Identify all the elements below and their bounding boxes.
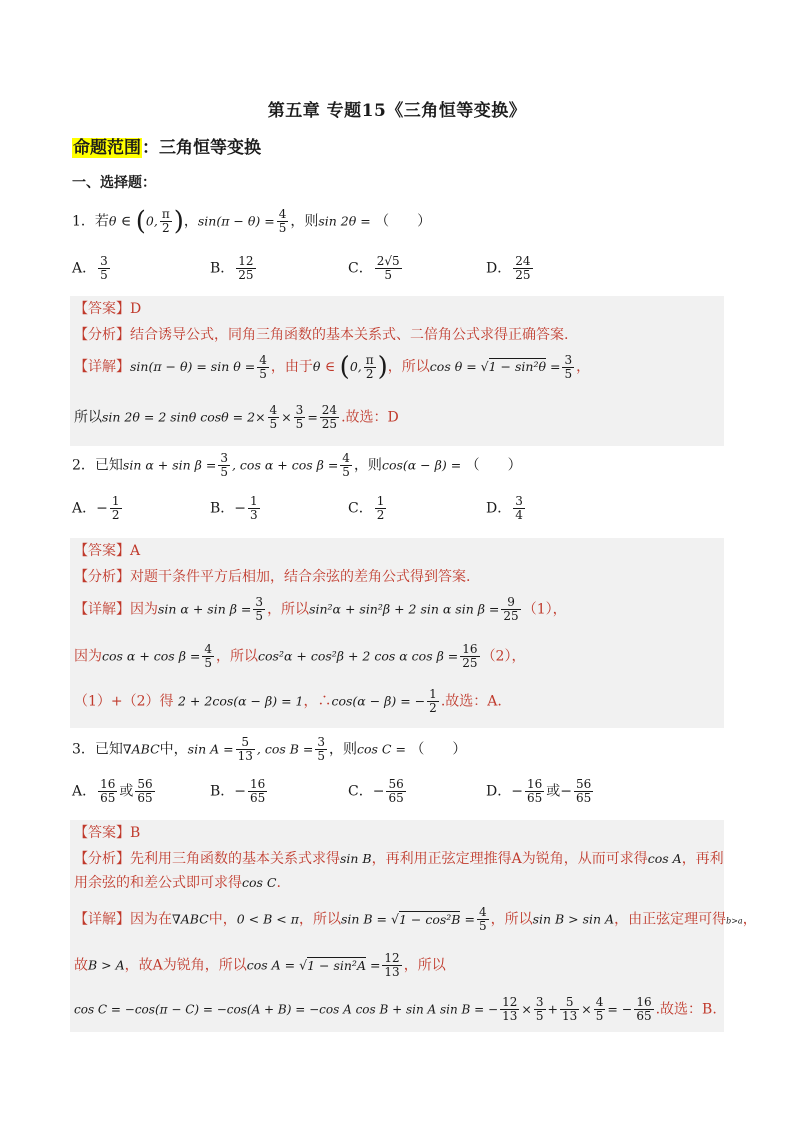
question-3: 3．已知∇ABC中，sin A = $\frac{5}{13}$ , cos B = $\frac{3}{5}$ ，则cos C = （ ） — [72, 735, 467, 763]
question-1-options — [72, 255, 672, 289]
option-b: B． $\frac{12}{25}$ — [210, 254, 254, 282]
option-c: C． $\frac{1}{2}$ — [348, 494, 385, 522]
question-2-solution — [70, 538, 724, 728]
detail-line-3: （1）+（2）得 2 + 2cos(α − β) = 1，∴cos(α − β) = − $\frac{1}{2}$ .故选：A. — [74, 687, 502, 715]
analysis-line-2: 用余弦的和差公式即可求得cos C. — [74, 875, 281, 891]
section-heading: 一、选择题： — [72, 175, 156, 191]
analysis: 【分析】结合诱导公式，同角三角函数的基本关系式、二倍角公式求得正确答案. — [74, 327, 569, 343]
detail-line-3: cos C = −cos(π − C) = −cos(A + B) = −cos A cos B + sin A sin B = − $\frac{12}{13}$ × $\frac{3}{5}$ + $\frac{5}{13}$ × $\frac{4}{5}$ = − $\frac{16}{65}$ .故选：B. — [74, 995, 717, 1023]
question-3-solution — [70, 820, 757, 1032]
detail-line-2: 故B > A，故A为锐角，所以cos A = √1 − sin²A = $\frac{12}{13}$ ，所以 — [74, 951, 446, 979]
scope-text: ：三角恒等变换 — [142, 138, 261, 158]
page-title: 第五章 专题15《三角恒等变换》 — [267, 101, 527, 121]
option-d: D． $\frac{24}{25}$ — [486, 254, 531, 282]
option-b: B．− $\frac{1}{3}$ — [210, 494, 258, 522]
option-a: A． $\frac{16}{65}$ 或 $\frac{56}{65}$ — [72, 777, 153, 805]
answer: 【答案】D — [74, 301, 142, 317]
option-d: D．− $\frac{16}{65}$ 或− $\frac{56}{65}$ — [486, 777, 592, 805]
option-d: D． $\frac{3}{4}$ — [486, 494, 523, 522]
topic-scope — [72, 133, 261, 158]
question-2-options — [72, 495, 672, 529]
question-2: 2．已知sin α + sin β = $\frac{3}{5}$ , cos α + cos β = $\frac{4}{5}$ ，则cos(α − β) = （ ） — [72, 451, 522, 479]
analysis-line-1: 【分析】先利用三角函数的基本关系式求得sin B，再利用正弦定理推得A为锐角，从而可求得cos A，再利 — [74, 851, 724, 867]
detail-line-2: 因为cos α + cos β = $\frac{4}{5}$ ，所以cos²α + cos²β + 2 cos α cos β = $\frac{16}{25}$ （2）， — [74, 642, 526, 670]
question-1: 1．若θ ∈ (0, $\frac{\pi}{2}$ )，sin(π − θ) = $\frac{4}{5}$ ，则sin 2θ = （ ） — [72, 206, 432, 237]
option-a: A．− $\frac{1}{2}$ — [72, 494, 120, 522]
option-a: A． $\frac{3}{5}$ — [72, 254, 108, 282]
detail-line-1: 【详解】因为在∇ABC中，0 < B < π，所以sin B = √1 − cos²B = $\frac{4}{5}$ ，所以sin B > sin A，由正弦定理可得b>a， — [74, 905, 757, 933]
question-1-solution — [70, 296, 724, 446]
option-b: B．− $\frac{16}{65}$ — [210, 777, 266, 805]
detail-line-2: 所以sin 2θ = 2 sinθ cosθ = 2× $\frac{4}{5}$ × $\frac{3}{5}$ = $\frac{24}{25}$ .故选：D — [74, 403, 399, 431]
detail-line-1: 【详解】sin(π − θ) = sin θ = $\frac{4}{5}$ ，由于θ ∈ (0, $\frac{\pi}{2}$ )，所以cos θ = √1 − sin²θ = $\frac{3}{5}$ ， — [74, 352, 591, 382]
answer: 【答案】B — [74, 825, 141, 841]
detail-line-1: 【详解】因为sin α + sin β = $\frac{3}{5}$ ，所以sin²α + sin²β + 2 sin α sin β = $\frac{9}{25}$ （1）， — [74, 595, 567, 623]
scope-label: 命题范围 — [73, 138, 141, 158]
analysis: 【分析】对题干条件平方后相加，结合余弦的差角公式得到答案. — [74, 569, 471, 585]
option-c: C．− $\frac{56}{65}$ — [348, 777, 404, 805]
question-3-options — [72, 778, 672, 812]
answer: 【答案】A — [74, 543, 141, 559]
option-c: C． $\frac{2√5}{5}$ — [348, 254, 400, 282]
